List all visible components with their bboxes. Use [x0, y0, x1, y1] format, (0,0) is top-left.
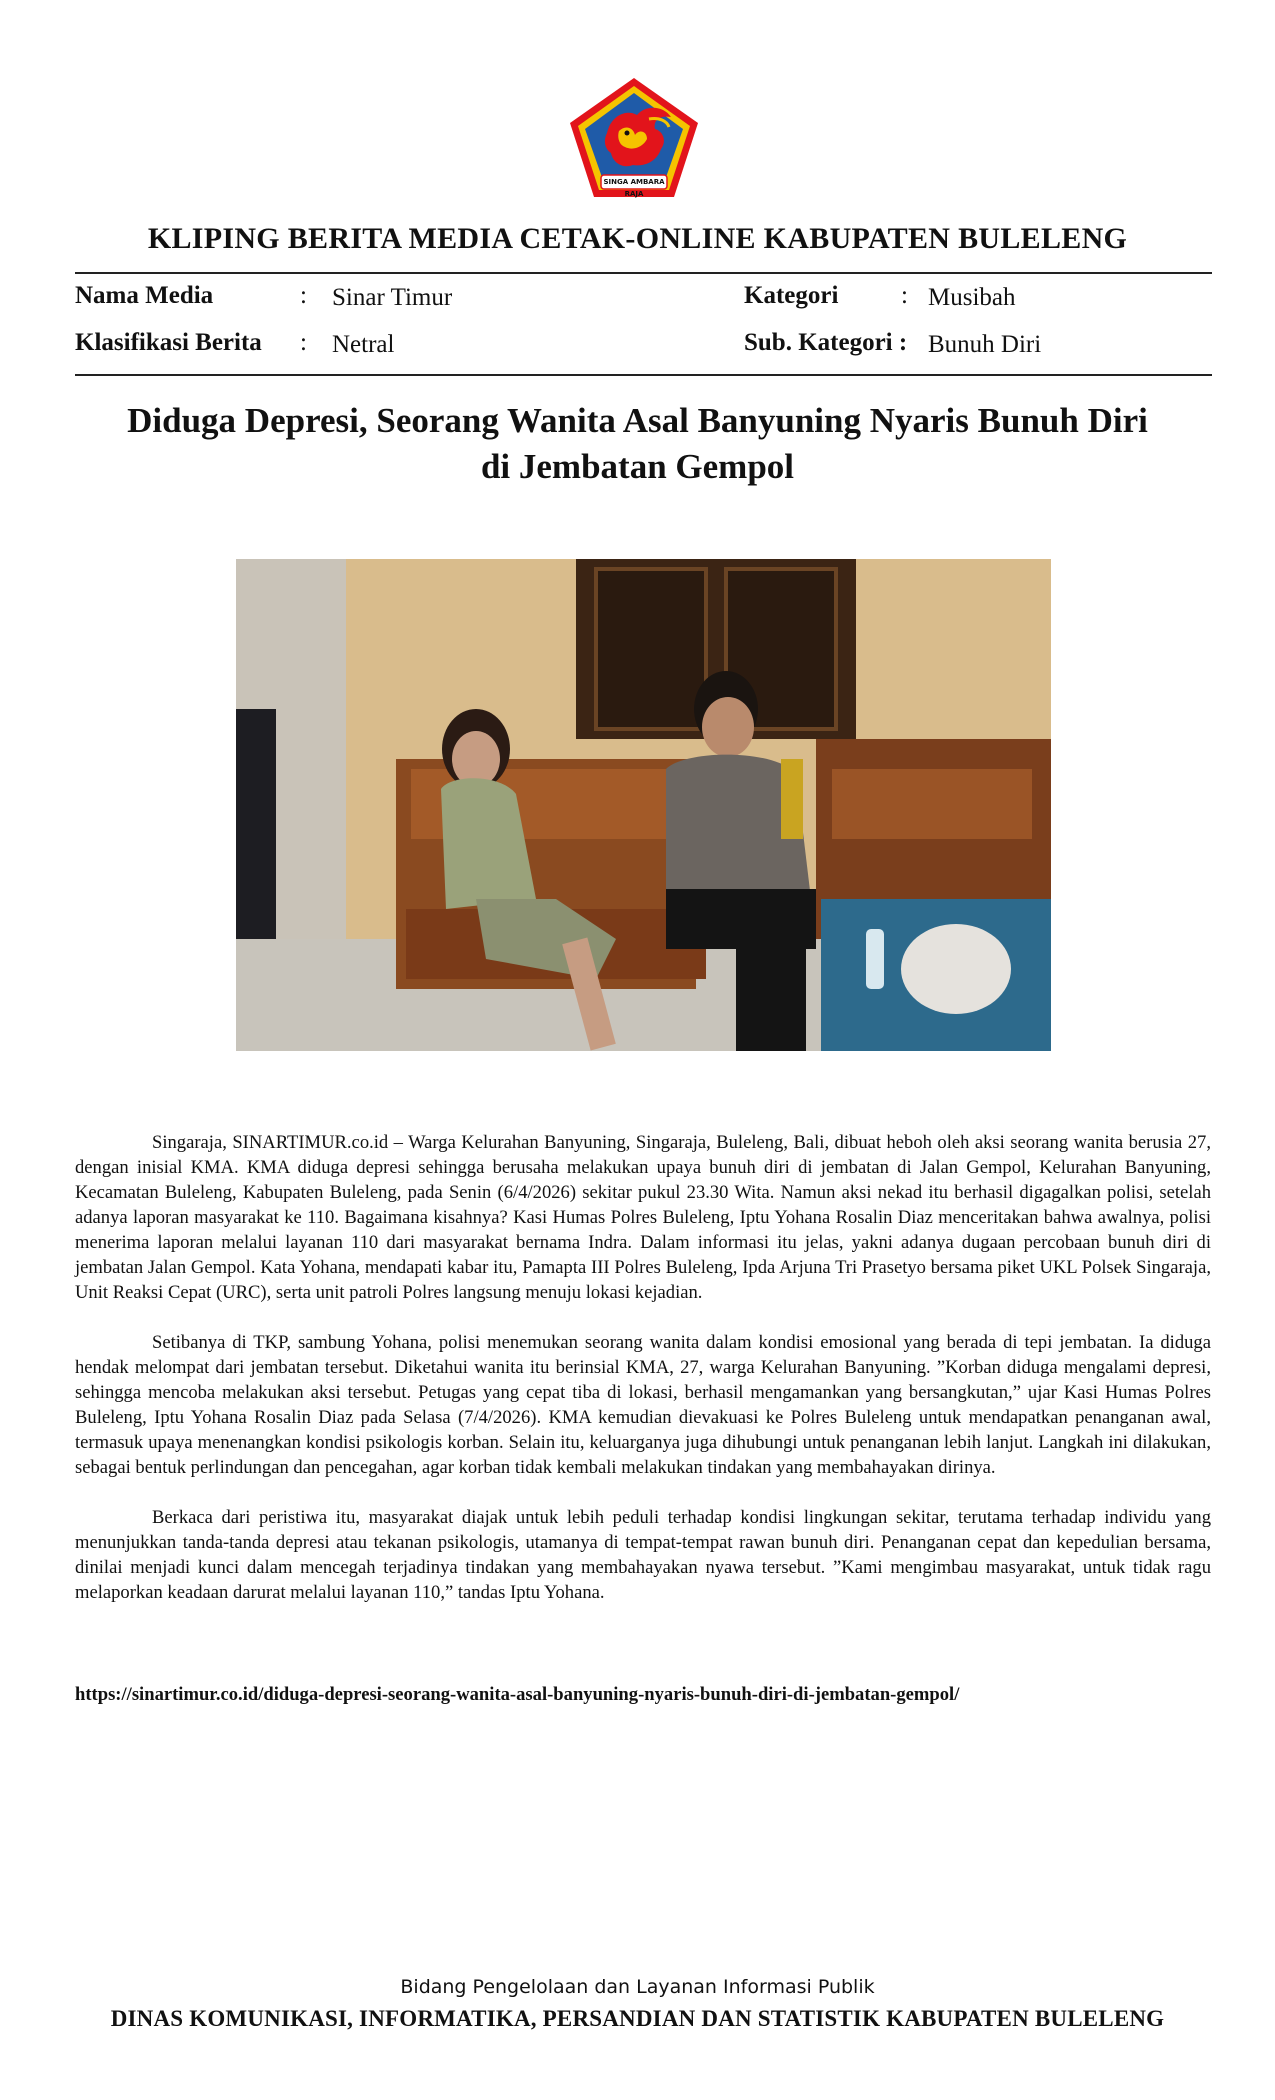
buleleng-emblem-icon — [567, 75, 701, 201]
source-url-link[interactable]: https://sinartimur.co.id/diduga-depresi-seorang-wanita-asal-banyuning-nyaris-bunuh-diri-di-jembatan-gempol/ — [75, 1684, 960, 1705]
page-header-title: KLIPING BERITA MEDIA CETAK-ONLINE KABUPATEN BULELENG — [147, 222, 1128, 255]
article-body — [75, 1130, 1211, 1630]
kategori-colon: : — [901, 282, 908, 309]
klasifikasi-colon: : — [300, 329, 307, 356]
klasifikasi-label: Klasifikasi Berita — [75, 329, 262, 356]
subkategori-label: Sub. Kategori : — [744, 329, 908, 356]
article-paragraph: Berkaca dari peristiwa itu, masyarakat diajak untuk lebih peduli terhadap kondisi lingkungan sekitar, terutama terhadap individu yang menunjukkan tanda-tanda depresi atau tekanan psikologis, utamanya di tempat-tempat rawan bunuh diri. Penanganan cepat dan kepedulian bersama, dinilai menjadi kunci dalam mencegah terjadinya tindakan yang membahayakan nyawa tersebut. ”Kami mengimbau masyarakat, untuk tidak ragu melaporkan keadaan darurat melalui layanan 110,” tandas Iptu Yohana. — [75, 1507, 1211, 1603]
media-value: Sinar Timur — [332, 284, 453, 311]
media-label: Nama Media — [75, 282, 214, 309]
logo-motto: SINGA AMBARA RAJA — [603, 178, 665, 198]
footer-subtitle: Bidang Pengelolaan dan Layanan Informasi Publik — [400, 1976, 875, 1998]
article-paragraph: Singaraja, SINARTIMUR.co.id – Warga Kelurahan Banyuning, Singaraja, Buleleng, Bali, dibuat heboh oleh aksi seorang wanita berusia 27, dengan inisial KMA. KMA diduga depresi sehingga berusaha melakukan upaya bunuh diri di jembatan di Jalan Gempol, Kelurahan Banyuning, Kecamatan Buleleng, Kabupaten Buleleng, pada Senin (6/4/2026) sekitar pukul 23.30 Wita. Namun aksi nekad itu berhasil digagalkan polisi, setelah adanya laporan masyarakat ke 110. Bagaimana kisahnya? Kasi Humas Polres Buleleng, Iptu Yohana Rosalin Diaz menceritakan bahwa awalnya, polisi menerima laporan melalui layanan 110 dari masyarakat bernama Indra. Dalam informasi itu jelas, yakni adanya dugaan percobaan bunuh diri di jembatan Jalan Gempol. Kata Yohana, mendapati kabar itu, Pamapta III Polres Buleleng, Ipda Arjuna Tri Prasetyo bersama piket UKL Polsek Singaraja, Unit Reaksi Cepat (URC), serta unit patroli Polres langsung menuju lokasi kejadian. — [75, 1132, 1211, 1303]
media-colon: : — [300, 282, 307, 309]
meta-row-1 — [0, 282, 1275, 322]
meta-divider — [75, 374, 1212, 376]
article-title: Diduga Depresi, Seorang Wanita Asal Banyuning Nyaris Bunuh Diri di Jembatan Gempol — [127, 401, 1148, 486]
kategori-value: Musibah — [928, 284, 1016, 311]
kategori-label: Kategori — [744, 282, 839, 309]
subkategori-value: Bunuh Diri — [928, 331, 1042, 358]
klasifikasi-value: Netral — [332, 331, 395, 358]
article-paragraph: Setibanya di TKP, sambung Yohana, polisi menemukan seorang wanita dalam kondisi emosional yang berada di tepi jembatan. Ia diduga hendak melompat dari jembatan tersebut. Diketahui wanita itu berinsial KMA, 27, warga Kelurahan Banyuning. ”Korban diduga mengalami depresi, sehingga mencoba melakukan aksi tersebut. Petugas yang cepat tiba di lokasi, berhasil mengamankan yang bersangkutan,” ujar Kasi Humas Polres Buleleng, Iptu Yohana Rosalin Diaz pada Selasa (7/4/2026). KMA kemudian dievakuasi ke Polres Buleleng untuk mendapatkan penanganan awal, termasuk upaya menenangkan kondisi psikologis korban. Selain itu, keluarganya juga dihubungi untuk penanganan lebih lanjut. Langkah ini dilakukan, sebagai bentuk perlindungan dan pencegahan, agar korban tidak kembali melakukan tindakan yang membahayakan dirinya. — [75, 1332, 1211, 1478]
news-photo — [236, 559, 1051, 1051]
meta-row-2 — [0, 329, 1275, 369]
footer-title: DINAS KOMUNIKASI, INFORMATIKA, PERSANDIAN DAN STATISTIK KABUPATEN BULELENG — [110, 2006, 1165, 2031]
header-divider — [75, 272, 1212, 274]
